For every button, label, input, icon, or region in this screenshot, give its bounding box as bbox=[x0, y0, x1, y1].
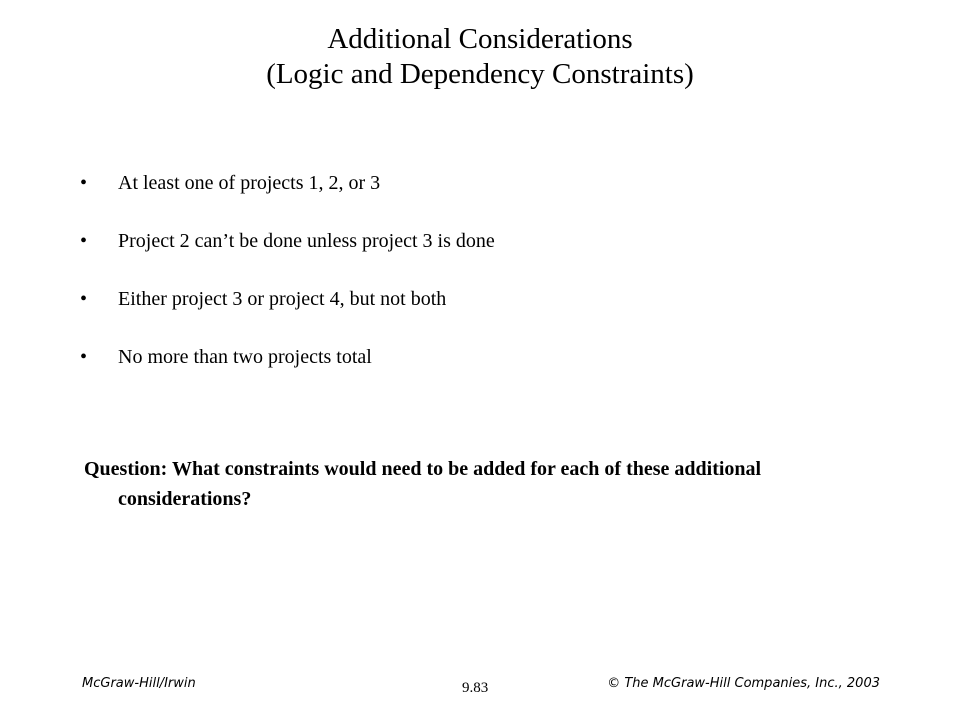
slide-title-line-1: Additional Considerations bbox=[327, 23, 633, 55]
bullet-symbol: • bbox=[80, 230, 88, 252]
bullet-text: Either project 3 or project 4, but not both bbox=[118, 288, 447, 310]
bullet-text: Project 2 can’t be done unless project 3 is done bbox=[118, 230, 495, 252]
slide-title-line-2: (Logic and Dependency Constraints) bbox=[266, 58, 694, 90]
slide-title bbox=[0, 22, 960, 92]
bullet-symbol: • bbox=[80, 288, 88, 310]
bullet-symbol: • bbox=[80, 172, 88, 194]
bullet-text: At least one of projects 1, 2, or 3 bbox=[118, 172, 381, 194]
question-text: Question: What constraints would need to be added for each of these additional considerations? bbox=[84, 458, 762, 510]
footer-copyright: © The McGraw-Hill Companies, Inc., 2003 bbox=[607, 676, 880, 691]
footer-page-number: 9.83 bbox=[462, 680, 489, 696]
bullet-symbol: • bbox=[80, 346, 88, 368]
bullet-text: No more than two projects total bbox=[118, 346, 372, 368]
footer-publisher: McGraw-Hill/Irwin bbox=[82, 676, 196, 691]
